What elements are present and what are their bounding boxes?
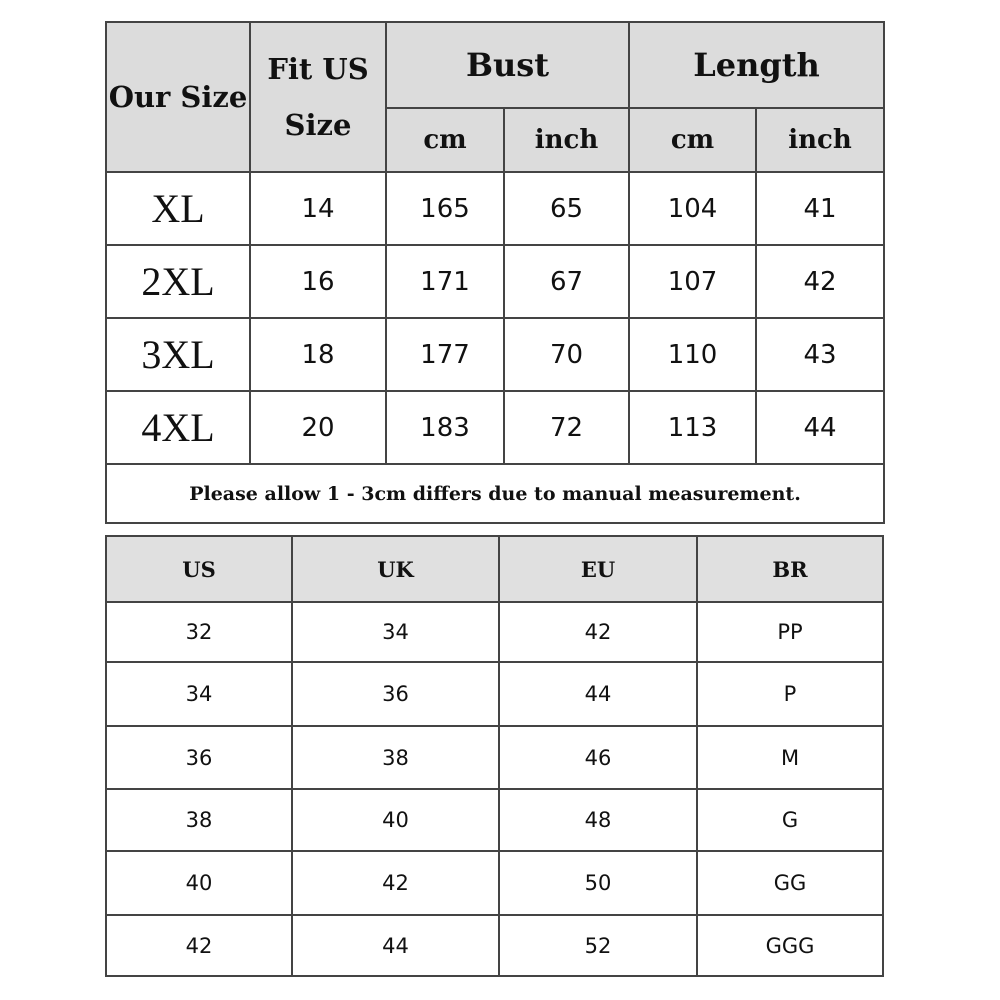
size-cell: XL <box>106 172 250 245</box>
size-cell: 4XL <box>106 391 250 464</box>
br-cell: M <box>697 726 883 789</box>
length-inch-cell: 43 <box>756 318 884 391</box>
us-cell: 40 <box>106 851 292 915</box>
table-row <box>106 318 884 391</box>
br-cell: GGG <box>697 915 883 976</box>
header-bust-inch: inch <box>504 108 629 172</box>
fit-us-cell: 16 <box>250 245 386 318</box>
length-cm-cell: 113 <box>629 391 756 464</box>
table-row <box>106 662 883 726</box>
br-cell: GG <box>697 851 883 915</box>
br-cell: G <box>697 789 883 851</box>
header-length-inch: inch <box>756 108 884 172</box>
bust-cm-cell: 171 <box>386 245 504 318</box>
length-cm-cell: 104 <box>629 172 756 245</box>
us-cell: 34 <box>106 662 292 726</box>
bust-inch-cell: 70 <box>504 318 629 391</box>
table-row <box>106 391 884 464</box>
eu-cell: 44 <box>499 662 697 726</box>
bust-cm-cell: 177 <box>386 318 504 391</box>
length-cm-cell: 107 <box>629 245 756 318</box>
eu-cell: 52 <box>499 915 697 976</box>
measurement-note: Please allow 1 - 3cm differs due to manual measurement. <box>106 464 884 523</box>
table-row <box>106 245 884 318</box>
header-fit-us-line1: Fit US <box>267 52 369 86</box>
size-chart-table <box>105 21 885 524</box>
uk-cell: 38 <box>292 726 499 789</box>
length-inch-cell: 44 <box>756 391 884 464</box>
us-cell: 38 <box>106 789 292 851</box>
header-uk: UK <box>292 536 499 602</box>
header-eu: EU <box>499 536 697 602</box>
table-row <box>106 915 883 976</box>
header-bust: Bust <box>386 22 629 108</box>
header-br: BR <box>697 536 883 602</box>
table-row <box>106 172 884 245</box>
bust-cm-cell: 165 <box>386 172 504 245</box>
bust-inch-cell: 72 <box>504 391 629 464</box>
fit-us-cell: 20 <box>250 391 386 464</box>
length-inch-cell: 42 <box>756 245 884 318</box>
header-fit-us-size <box>250 22 386 172</box>
bust-cm-cell: 183 <box>386 391 504 464</box>
eu-cell: 50 <box>499 851 697 915</box>
length-cm-cell: 110 <box>629 318 756 391</box>
fit-us-cell: 18 <box>250 318 386 391</box>
uk-cell: 44 <box>292 915 499 976</box>
eu-cell: 42 <box>499 602 697 662</box>
fit-us-cell: 14 <box>250 172 386 245</box>
size-cell: 2XL <box>106 245 250 318</box>
header-length-cm: cm <box>629 108 756 172</box>
header-our-size: Our Size <box>106 22 250 172</box>
uk-cell: 40 <box>292 789 499 851</box>
us-cell: 36 <box>106 726 292 789</box>
us-cell: 42 <box>106 915 292 976</box>
table-row <box>106 851 883 915</box>
uk-cell: 34 <box>292 602 499 662</box>
header-us: US <box>106 536 292 602</box>
header-bust-cm: cm <box>386 108 504 172</box>
header-length: Length <box>629 22 884 108</box>
table-row <box>106 602 883 662</box>
length-inch-cell: 41 <box>756 172 884 245</box>
size-cell: 3XL <box>106 318 250 391</box>
bust-inch-cell: 65 <box>504 172 629 245</box>
bust-inch-cell: 67 <box>504 245 629 318</box>
table-row <box>106 726 883 789</box>
br-cell: PP <box>697 602 883 662</box>
uk-cell: 36 <box>292 662 499 726</box>
size-conversion-table <box>105 535 884 977</box>
eu-cell: 46 <box>499 726 697 789</box>
header-fit-us-line2: Size <box>284 108 352 142</box>
table-row <box>106 789 883 851</box>
br-cell: P <box>697 662 883 726</box>
eu-cell: 48 <box>499 789 697 851</box>
us-cell: 32 <box>106 602 292 662</box>
uk-cell: 42 <box>292 851 499 915</box>
